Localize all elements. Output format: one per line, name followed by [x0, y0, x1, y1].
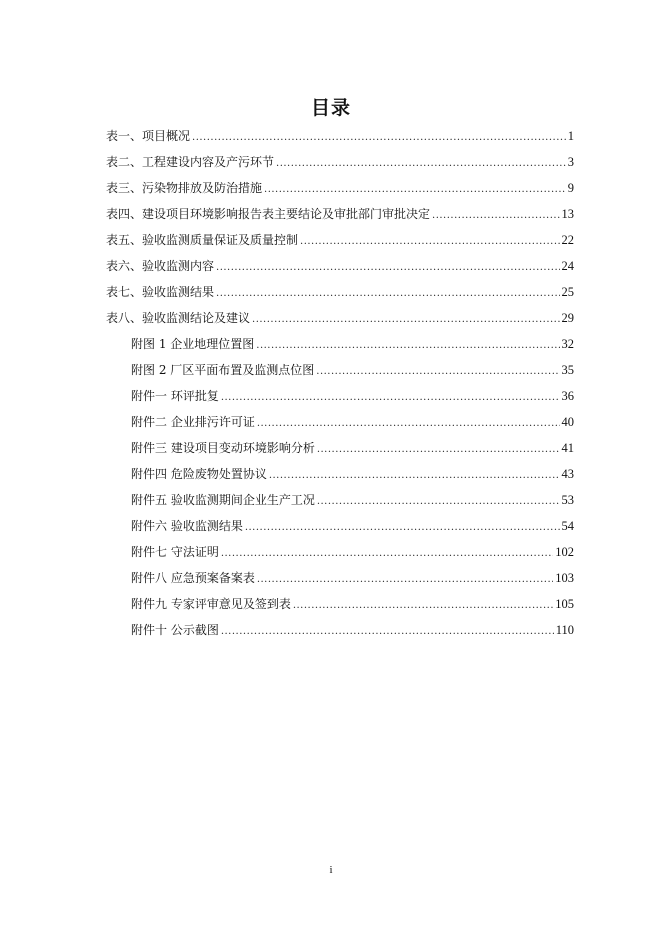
toc-entry-page: 25: [561, 285, 574, 299]
toc-entry-label: 附件十 公示截图: [131, 623, 219, 637]
toc-entry-page: 54: [561, 519, 574, 533]
toc-entry-label: 附图 1 企业地理位置图: [131, 337, 255, 351]
toc-entry-label: 表一、项目概况: [106, 129, 191, 143]
toc-entry[interactable]: [131, 388, 574, 406]
toc-entry-page: 40: [561, 415, 574, 429]
toc-entry[interactable]: [131, 336, 574, 354]
toc-entry[interactable]: [131, 414, 574, 432]
dot-leader: [316, 364, 559, 380]
dot-leader: [256, 338, 559, 354]
toc-entry-page: 102: [555, 545, 574, 559]
toc-entry[interactable]: [131, 596, 574, 614]
toc-entry-label: 附件三 建设项目变动环境影响分析: [131, 441, 315, 455]
toc-entry[interactable]: [106, 128, 574, 146]
toc-entry[interactable]: [131, 492, 574, 510]
toc-entry[interactable]: [131, 466, 574, 484]
toc-entry-label: 表五、验收监测质量保证及质量控制: [106, 233, 299, 247]
toc-entry[interactable]: [106, 154, 574, 172]
toc-entry[interactable]: [131, 518, 574, 536]
toc-entry-label: 附件八 应急预案备案表: [131, 571, 255, 585]
dot-leader: [221, 390, 560, 406]
toc-entry[interactable]: [106, 232, 574, 250]
dot-leader: [317, 442, 560, 458]
toc-entry[interactable]: [131, 544, 574, 562]
dot-leader: [216, 286, 559, 302]
toc-entry-label: 附图 2 厂区平面布置及监测点位图: [131, 363, 315, 377]
toc-entry-page: 103: [555, 571, 574, 585]
page-title: 目录: [310, 97, 351, 119]
toc-entry[interactable]: [131, 622, 574, 640]
toc-entry-page: 53: [561, 493, 574, 507]
toc-entry-label: 附件七 守法证明: [131, 545, 219, 559]
toc-entry-label: 表六、验收监测内容: [106, 259, 215, 273]
dot-leader: [432, 208, 559, 224]
toc-entry-label: 附件六 验收监测结果: [131, 519, 243, 533]
toc-entry[interactable]: [106, 310, 574, 328]
toc-entry[interactable]: [131, 570, 574, 588]
toc-entry[interactable]: [131, 440, 574, 458]
toc-entry-label: 表二、工程建设内容及产污环节: [106, 155, 275, 169]
dot-leader: [293, 598, 553, 614]
dot-leader: [276, 156, 566, 172]
dot-leader: [252, 312, 559, 328]
toc-entry-page: 36: [561, 389, 574, 403]
toc-entry-page: 13: [561, 207, 574, 221]
toc-entry-label: 表七、验收监测结果: [106, 285, 215, 299]
toc-entry[interactable]: [106, 180, 574, 198]
dot-leader: [300, 234, 559, 250]
toc-entry-label: 附件四 危险废物处置协议: [131, 467, 267, 481]
toc-entry-label: 附件二 企业排污许可证: [131, 415, 255, 429]
toc-entry-label: 表四、建设项目环境影响报告表主要结论及审批部门审批决定: [106, 207, 431, 221]
toc-entry-page: 32: [561, 337, 574, 351]
toc-entry-label: 附件一 环评批复: [131, 389, 219, 403]
toc-entry-page: 43: [561, 467, 574, 481]
dot-leader: [257, 416, 560, 432]
dot-leader: [257, 572, 553, 588]
dot-leader: [221, 624, 554, 640]
toc-entry[interactable]: [106, 206, 574, 224]
toc-entry-label: 表八、验收监测结论及建议: [106, 311, 251, 325]
toc-entry[interactable]: [106, 258, 574, 276]
toc-entry[interactable]: [106, 284, 574, 302]
toc-entry-page: 22: [561, 233, 574, 247]
dot-leader: [269, 468, 560, 484]
toc-entry-page: 29: [561, 311, 574, 325]
dot-leader: [317, 494, 560, 510]
toc-entry-page: 1: [567, 129, 574, 143]
toc-entry-label: 附件五 验收监测期间企业生产工况: [131, 493, 315, 507]
toc-entry-page: 9: [567, 181, 574, 195]
toc-entry-label: 附件九 专家评审意见及签到表: [131, 597, 291, 611]
toc-entry-page: 41: [561, 441, 574, 455]
toc-entry-label: 表三、污染物排放及防治措施: [106, 181, 263, 195]
toc-entry[interactable]: [131, 362, 574, 380]
toc-entry-page: 110: [555, 623, 574, 637]
dot-leader: [216, 260, 559, 276]
toc-entry-page: 105: [555, 597, 574, 611]
toc-entry-page: 3: [567, 155, 574, 169]
dot-leader: [245, 520, 560, 536]
toc-entry-page: 24: [561, 259, 574, 273]
dot-leader: [264, 182, 566, 198]
dot-leader: [192, 130, 566, 146]
dot-leader: [221, 546, 553, 562]
toc-entry-page: 35: [561, 363, 574, 377]
page-number: i: [329, 864, 333, 876]
